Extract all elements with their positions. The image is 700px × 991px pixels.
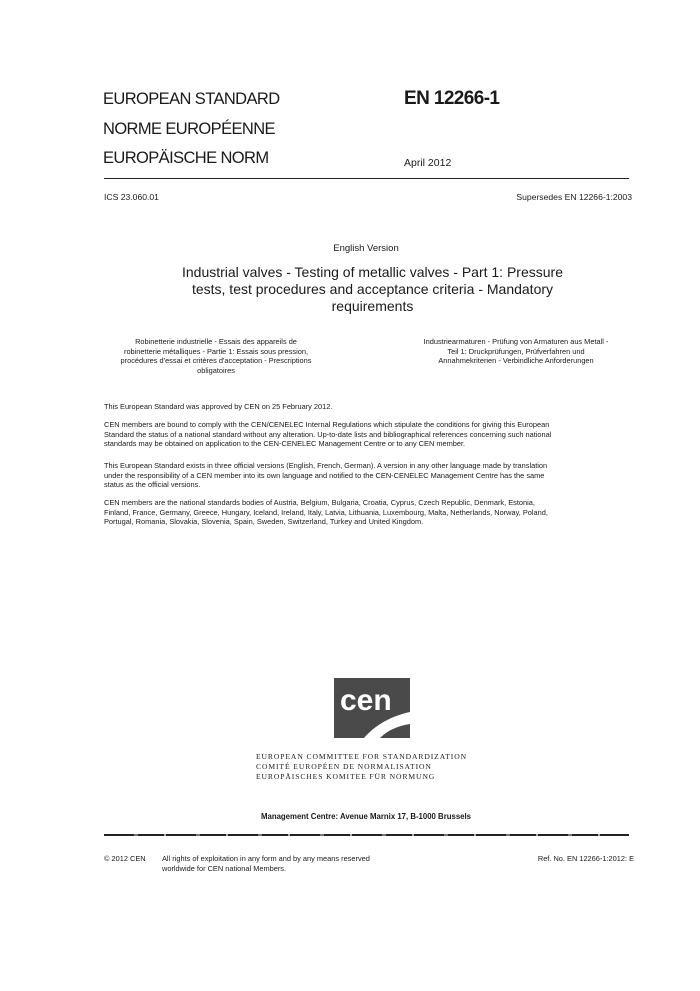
title-line: requirements [331,298,414,314]
reference-number: Ref. No. EN 12266-1:2012: E [537,854,634,863]
title-french: NORME EUROPÉENNE [103,120,275,138]
cen-logo-graphic [334,678,410,738]
publication-date: April 2012 [404,157,452,169]
committee-name-de: EUROPÄISCHES KOMITEE FÜR NORMUNG [256,772,436,781]
german-title: Industriearmaturen - Prüfung von Armaturen aus Metall - Teil 1: Druckprüfungen, Prüfverfahren und Annahmekriterien - Verbindliche Anforderungen [423,337,609,366]
committee-names [256,752,467,782]
committee-name-en: EUROPEAN COMMITTEE FOR STANDARDIZATION [256,752,467,761]
title-line: Industrial valves - Testing of metallic valves - Part 1: Pressure [181,264,563,280]
french-title: Robinetterie industrielle - Essais des appareils de robinetterie métalliques - Partie 1: Essais sous pression, procédures d'essai et critères d'acceptation - Prescriptions obligatoires [120,337,312,375]
approval-paragraph: This European Standard was approved by CEN on 25 February 2012. [104,402,333,411]
cen-logo-text: cen [340,684,392,717]
standard-number: EN 12266-1 [404,88,500,109]
title-line: tests, test procedures and acceptance criteria - Mandatory [191,281,554,297]
title-german: EUROPÄISCHE NORM [103,149,269,167]
ics-code: ICS 23.060.01 [104,192,159,202]
rights-notice: All rights of exploitation in any form and by any means reserved worldwide for CEN national Members. [162,854,370,873]
version-label: English Version [333,243,399,254]
header-rule [104,178,629,179]
compliance-paragraph: CEN members are bound to comply with the CEN/CENELEC Internal Regulations which stipulate the conditions for giving this European Standard the status of a national standard without any alteration. Up-to-date lists and bibliographical references concerning such national standards may be obtained on application to the CEN-CENELEC Management Centre or to any CEN member. [104,420,552,449]
versions-paragraph: This European Standard exists in three official versions (English, French, German). A version in any other language made by translation under the responsibility of a CEN member into its own language and notified to the CEN-CENELEC Management Centre has the same status as the official versions. [104,461,548,490]
committee-name-fr: COMITÉ EUROPÉEN DE NORMALISATION [256,762,432,771]
footer-rule [104,834,629,836]
supersedes-note: Supersedes EN 12266-1:2003 [516,192,632,202]
cen-logo [334,678,410,738]
document-title [140,264,605,315]
copyright: © 2012 CEN [104,854,146,863]
members-paragraph: CEN members are the national standards bodies of Austria, Belgium, Bulgaria, Croatia, Cyprus, Czech Republic, Denmark, Estonia, Finland, France, Germany, Greece, Hungary, Iceland, Ireland, Italy, Latvia, Lithuania, Luxembourg, Malta, Netherlands, Norway, Poland, Portugal, Romania, Slovakia, Slovenia, Spain, Sweden, Switzerland, Turkey and United Kingdom. [104,498,548,527]
management-centre: Management Centre: Avenue Marnix 17, B-1000 Brussels [260,812,471,821]
title-english: EUROPEAN STANDARD [103,90,280,108]
